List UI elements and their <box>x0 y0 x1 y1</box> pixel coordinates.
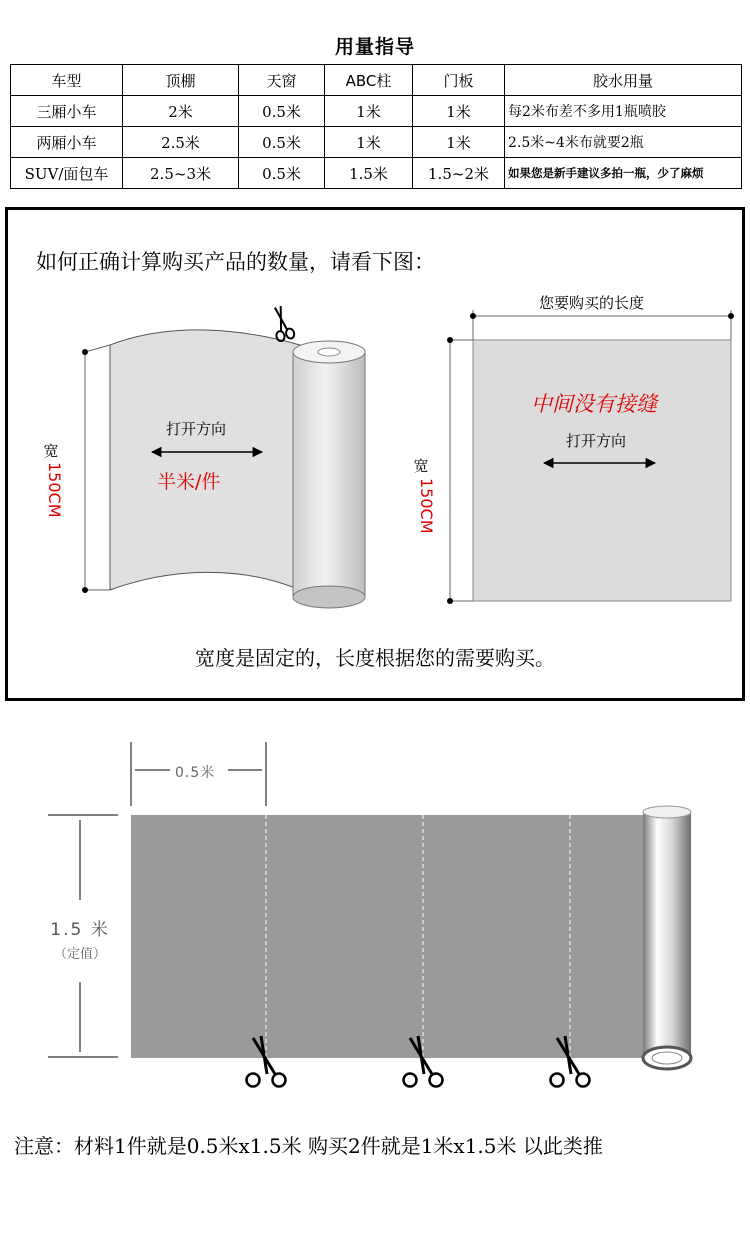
table-cell: 1.5米 <box>325 158 413 189</box>
width-dimension-right <box>447 337 473 604</box>
table-cell: 1米 <box>325 96 413 127</box>
table-cell: 三厢小车 <box>11 96 123 127</box>
table-cell: 每2米布差不多用1瓶喷胶 <box>505 96 742 127</box>
fabric-big-roll <box>643 806 691 1069</box>
fabric-roll <box>293 341 365 608</box>
height-label: 1.5 米 <box>50 920 110 940</box>
fabric-sheet <box>131 815 661 1058</box>
col-header: 天窗 <box>239 65 325 96</box>
col-header: 门板 <box>413 65 505 96</box>
table-cell: 2.5米 <box>123 127 239 158</box>
length-dimension <box>470 310 734 340</box>
table-cell: SUV/面包车 <box>11 158 123 189</box>
table-cell: 1米 <box>413 96 505 127</box>
width-label-left: 宽 <box>43 442 59 460</box>
col-header: 顶棚 <box>123 65 239 96</box>
table-cell: 0.5米 <box>239 127 325 158</box>
table-cell: 1米 <box>413 127 505 158</box>
usage-guide-title: 用量指导 <box>334 36 415 58</box>
flat-panel <box>473 340 731 601</box>
width-dimension-left <box>82 345 110 593</box>
width-value-right: 150CM <box>417 478 436 534</box>
table-cell: 如果您是新手建议多拍一瓶，少了麻烦 <box>505 158 742 189</box>
purchase-note: 注意：材料1件就是0.5米x1.5米 购买2件就是1米x1.5米 以此类推 <box>14 1134 603 1158</box>
table-cell: 2米 <box>123 96 239 127</box>
table-cell: 0.5米 <box>239 158 325 189</box>
no-seam-label: 中间没有接缝 <box>531 392 657 416</box>
direction-label-left: 打开方向 <box>166 420 227 438</box>
segment-width-label: 0.5米 <box>175 765 216 781</box>
scissors-icon <box>269 304 295 342</box>
unrolled-fabric <box>110 330 300 590</box>
table-cell: 1.5~2米 <box>413 158 505 189</box>
table-cell: 2.5~3米 <box>123 158 239 189</box>
calc-guide-heading: 如何正确计算购买产品的数量，请看下图： <box>36 250 435 274</box>
col-header: 胶水用量 <box>505 65 742 96</box>
length-label: 您要购买的长度 <box>539 294 645 312</box>
table-cell: 2.5米~4米布就要2瓶 <box>505 127 742 158</box>
table-cell: 0.5米 <box>239 96 325 127</box>
height-note: （定值） <box>53 947 106 962</box>
calc-guide-footer: 宽度是固定的，长度根据您的需要购买。 <box>195 646 555 670</box>
width-value-left: 150CM <box>45 462 64 518</box>
unit-label: 半米/件 <box>157 471 221 493</box>
width-label-right: 宽 <box>413 457 429 475</box>
col-header: 车型 <box>11 65 123 96</box>
col-header: ABC柱 <box>325 65 413 96</box>
direction-label-right: 打开方向 <box>566 432 627 450</box>
table-cell: 两厢小车 <box>11 127 123 158</box>
table-cell: 1米 <box>325 127 413 158</box>
